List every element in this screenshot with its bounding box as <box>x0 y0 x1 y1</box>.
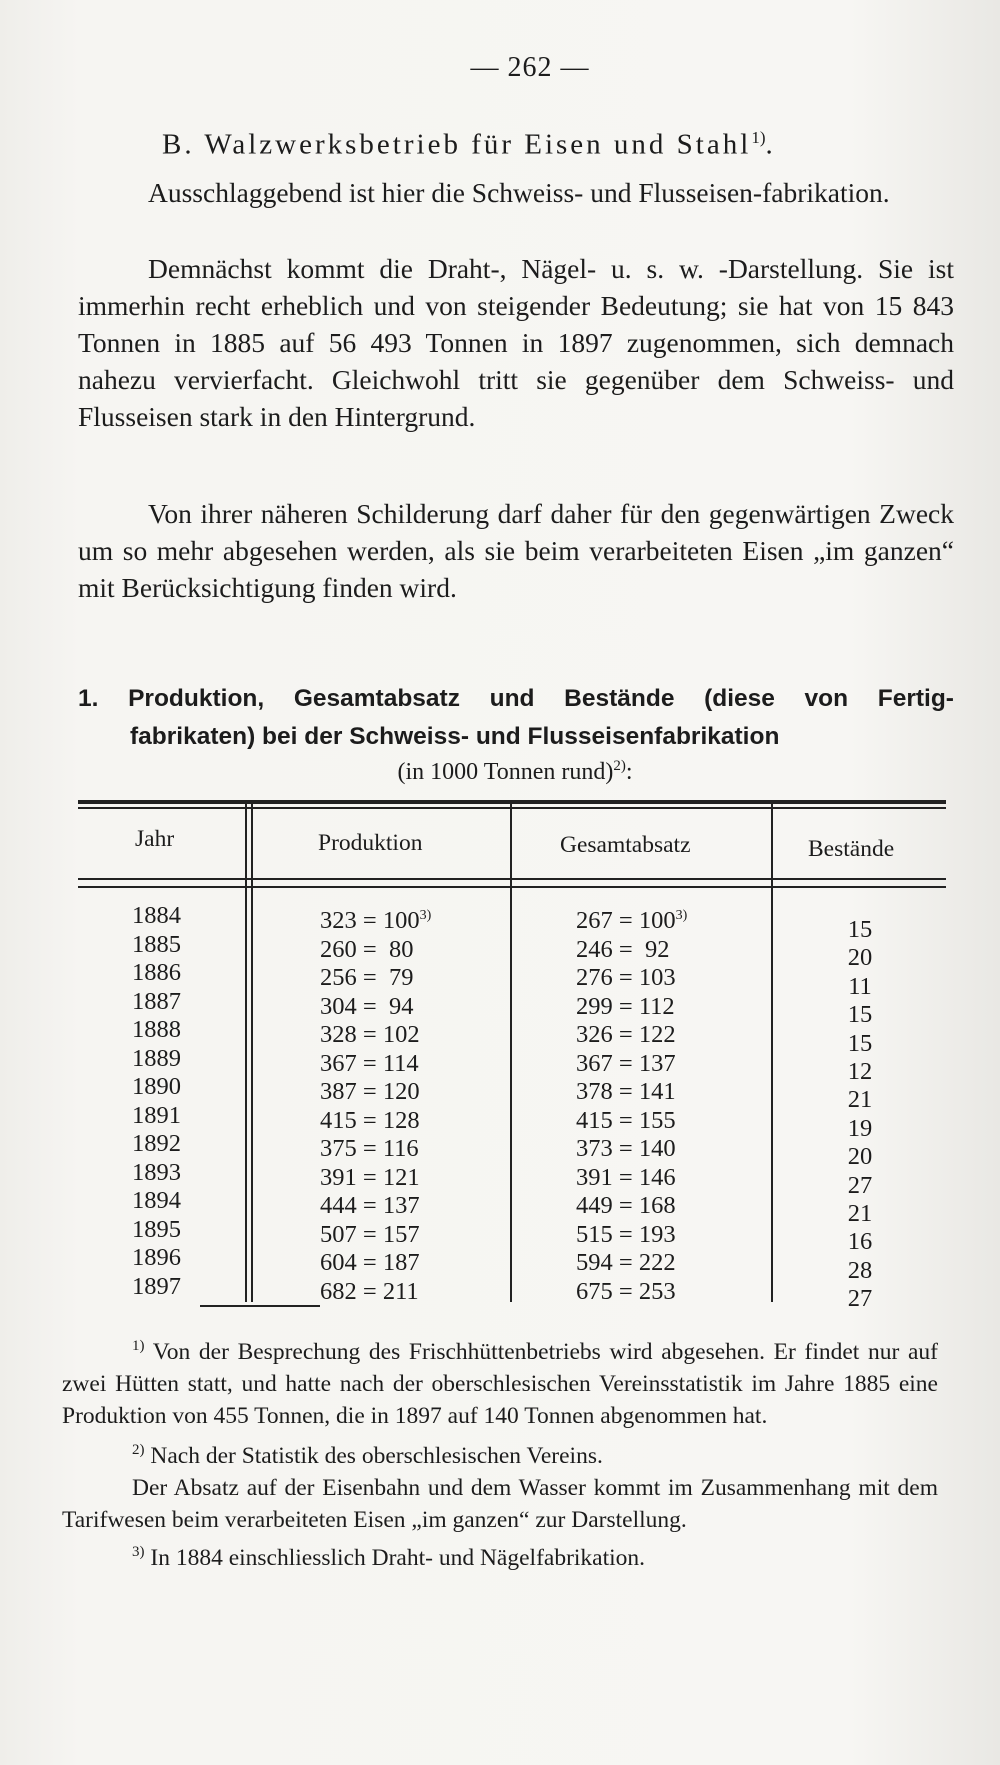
table-subheading <box>0 758 1000 786</box>
table-cell: 1885 <box>132 930 181 958</box>
table-cell: 373 = 140 <box>576 1135 676 1163</box>
table-cell: 1889 <box>132 1044 181 1072</box>
section-heading-text: B. Walzwerksbetrieb für Eisen und Stahl <box>162 128 752 161</box>
table-cell: 28 <box>847 1256 873 1284</box>
table-heading-word: Bestände <box>564 685 675 712</box>
table-heading <box>78 680 954 756</box>
footnote-text: In 1884 einschliesslich Draht- und Nägelfabrikation. <box>150 1544 646 1571</box>
table-subheading-text: (in 1000 Tonnen rund) <box>397 759 614 785</box>
table-cell: 415 = 155 <box>576 1106 676 1134</box>
table-cell: 15 <box>847 916 873 943</box>
table-cell: 1888 <box>132 1016 181 1043</box>
table-cell: 391 = 146 <box>576 1163 676 1191</box>
table-cell: 20 <box>847 944 873 972</box>
column-header-sales: Gesamtabsatz <box>560 832 691 858</box>
table-heading-word: (diese <box>704 685 775 712</box>
table-cell: 27 <box>847 1171 873 1199</box>
table-top-rule-thick <box>78 800 946 804</box>
column-stock-values <box>841 916 879 1314</box>
footnote-mark: 3) <box>132 1543 145 1560</box>
paragraph-text: Von ihrer näheren Schilderung darf daher für den gegenwärtigen Zweck um so mehr abgesehen werden, als sie beim verarbeiteten Eisen „im ganzen“ mit Berücksichtigung finden wird. <box>78 498 954 603</box>
footnote-mark: 2) <box>132 1441 145 1458</box>
table-cell: 1891 <box>132 1101 181 1129</box>
table-cell: 515 = 193 <box>576 1220 676 1248</box>
table-cell: 246 = 92 <box>576 935 670 963</box>
table-cell: 675 = 253 <box>576 1277 676 1305</box>
table-cell: 449 = 168 <box>576 1192 676 1220</box>
table-heading-word: Produktion, <box>128 685 265 712</box>
table-cell: 328 = 102 <box>320 1021 420 1049</box>
table-cell: 1893 <box>132 1158 181 1186</box>
paragraph-3 <box>78 495 954 606</box>
table-cell: 415 = 128 <box>320 1106 420 1134</box>
table-cell: 1897 <box>132 1272 181 1300</box>
table-subheading-colon: : <box>625 759 633 785</box>
table-cell: 21 <box>847 1200 873 1228</box>
footnote-1 <box>62 1330 938 1432</box>
table-cell: 682 = 211 <box>320 1277 419 1305</box>
table-cell: 16 <box>847 1228 873 1256</box>
table-column-divider <box>771 802 773 1302</box>
table-cell: 1886 <box>132 959 181 986</box>
table-cell: 604 = 187 <box>320 1249 420 1277</box>
table-cell: 299 = 112 <box>576 992 675 1020</box>
table-cell: 367 = 137 <box>576 1049 676 1077</box>
table-cell: 11 <box>848 972 872 1000</box>
table-cell: 15 <box>847 1001 873 1029</box>
table-cell: 256 = 79 <box>320 964 414 992</box>
table-cell: $323 = 100^{3)}$ <box>320 907 432 935</box>
table-cell: 260 = 80 <box>320 935 414 963</box>
section-heading: B. Walzwerksbetrieb für Eisen und Stahl$^{1)}$. <box>162 128 776 161</box>
paragraph-text: Ausschlaggebend ist hier die Schweiss- und Flusseisen-fabrikation. <box>148 177 890 208</box>
paragraph-text: Demnächst kommt die Draht-, Nägel- u. s. w. -Darstellung. Sie ist immerhin recht erheblich und von steigender Bedeutung; sie hat von 15 843 Tonnen in 1885 auf 56 493 Tonnen in 1897 zugenommen, sich demnach nahezu vervierfacht. Gleichwohl tritt sie gegenüber dem Schweiss- und Flusseisen stark in den Hintergrund. <box>78 253 954 432</box>
column-production-values <box>320 902 431 1306</box>
paragraph-1 <box>78 174 954 211</box>
table-cell: 1894 <box>132 1187 181 1214</box>
table-column-divider <box>251 802 253 1302</box>
footnote-2-continued: Der Absatz auf der Eisenbahn und dem Wasser kommt im Zusammenhang mit dem Tarifwesen beim verarbeiteten Eisen „im ganzen“ zur Darstellung. <box>62 1474 938 1533</box>
column-header-stock: Bestände <box>808 836 895 862</box>
table-heading-number: 1. <box>78 685 99 712</box>
table-cell-footnote-mark: 3) <box>675 908 688 923</box>
table-heading-word: Gesamtabsatz <box>293 685 460 712</box>
table-heading-word: Fertig- <box>877 685 954 712</box>
table-cell: 27 <box>847 1285 873 1313</box>
table-cell: 1887 <box>132 987 181 1015</box>
table-cell: 1896 <box>132 1244 181 1271</box>
table-subheading-footnote-mark: 2) <box>613 758 626 774</box>
table-cell: 20 <box>847 1143 873 1171</box>
table-cell: $267 = 100^{3)}$ <box>576 907 688 935</box>
footnote-text: Nach der Statistik des oberschlesischen Vereins. <box>150 1442 603 1469</box>
table-column-divider <box>510 802 512 1302</box>
table-cell: 304 = 94 <box>320 992 414 1020</box>
table-cell: 391 = 121 <box>320 1163 420 1191</box>
column-sales-values <box>576 902 687 1306</box>
table-heading-word: und <box>489 685 535 712</box>
table-cell: 1892 <box>132 1130 181 1157</box>
table-cell: 19 <box>847 1114 873 1142</box>
table-cell: 444 = 137 <box>320 1192 420 1220</box>
table-cell-footnote-mark: 3) <box>419 908 432 923</box>
table-header-rule-2 <box>78 886 946 888</box>
table-cell: 378 = 141 <box>576 1078 676 1106</box>
paragraph-2 <box>78 250 954 435</box>
column-header-year: Jahr <box>135 826 175 852</box>
table-cell: 276 = 103 <box>576 964 676 992</box>
table-header-rule <box>78 878 946 880</box>
footnote-2 <box>62 1434 938 1472</box>
footnotes <box>62 1330 938 1573</box>
table-cell: 1884 <box>132 902 181 929</box>
table-cell: 326 = 122 <box>576 1021 676 1049</box>
table-cell: 12 <box>847 1058 873 1086</box>
table-cell: 1890 <box>132 1073 181 1100</box>
table-bottom-rule <box>200 1305 320 1307</box>
table-heading-line-2: fabrikaten) bei der Schweiss- und Flusseisenfabrikation <box>130 723 780 750</box>
table-cell: 594 = 222 <box>576 1249 676 1277</box>
table-cell: 507 = 157 <box>320 1220 420 1248</box>
table-cell: 1895 <box>132 1215 181 1243</box>
table-cell: 375 = 116 <box>320 1135 419 1163</box>
table-top-rule-thin <box>78 807 946 809</box>
page-number: — 262 — <box>470 52 590 83</box>
footnote-text: Von der Besprechung des Frischhüttenbetriebs wird abgesehen. Er findet nur auf zwei Hütten statt, und hatte nach der oberschlesischen Vereinsstatistik im Jahre 1885 eine Produktion von 455 Tonnen, die in 1897 auf 140 Tonnen abgenommen hat. <box>62 1338 939 1429</box>
column-year-values <box>132 902 181 1301</box>
section-heading-footnote-mark: 1) <box>751 128 766 147</box>
table-heading-word: von <box>804 685 849 712</box>
table-cell: 387 = 120 <box>320 1078 420 1106</box>
table-cell: 15 <box>847 1029 873 1057</box>
table-cell: 367 = 114 <box>320 1049 419 1077</box>
column-header-production: Produktion <box>318 830 423 856</box>
footnote-mark: 1) <box>132 1338 145 1354</box>
table-column-divider <box>245 802 247 1302</box>
table-cell: 21 <box>847 1086 873 1114</box>
footnote-3 <box>62 1536 938 1574</box>
